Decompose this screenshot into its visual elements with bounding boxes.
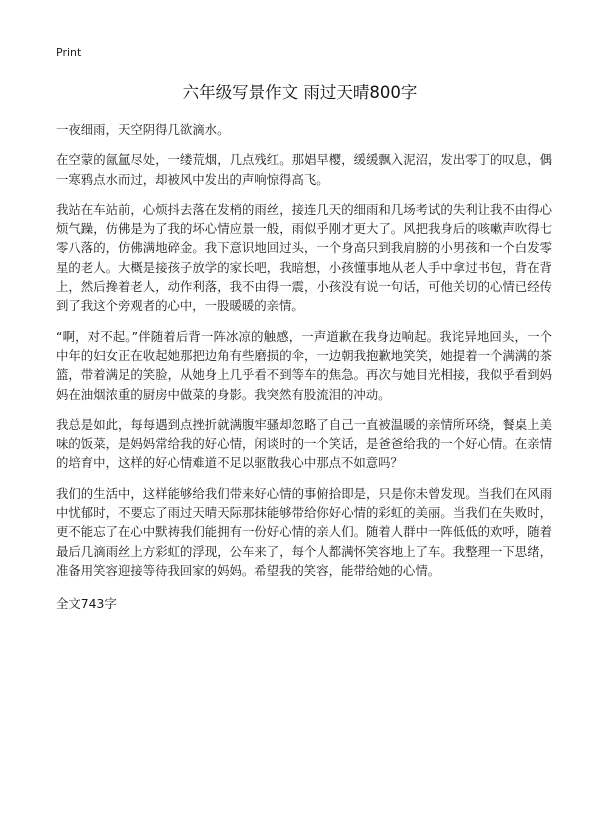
article-paragraph: 在空蒙的氤氲尽处，一缕荒烟，几点残红。那娼早樱，缓缓飘入泥沼，发出零丁的叹息，偶一寒鸦点水而过，却被风中发出的声响惊得高飞。 bbox=[56, 152, 552, 187]
article-paragraph: “啊，对不起。”伴随着后背一阵冰凉的触感，一声道歉在我身边响起。我诧异地回头，一个中年的妇女正在收起她那把边角有些磨损的伞，一边朝我抱歉地笑笑，她提着一个满满的茶篮，带着满足的笑脸，从她身上几乎看不到等车的焦急。再次与她目光相接，我似乎看到妈妈在油烟浓重的厨房中做菜的身影。我突然有股流泪的冲动。 bbox=[56, 328, 552, 402]
article-body bbox=[56, 120, 552, 614]
article-paragraph: 我们的生活中，这样能够给我们带来好心情的事俯拾即是，只是你未曾发现。当我们在风雨中忧郁时，不要忘了雨过天晴天际那抹能够带给你好心情的彩虹的美丽。当我们在失败时，更不能忘了在心中默祷我们能拥有一份好心情的亲人们。随着人群中一阵低低的欢呼，随着最后几滴雨丝上方彩虹的浮现，公车来了，每个人都满怀笑容地上了车。我整理一下思绪，准备用笑容迎接等待我回家的妈妈。希望我的笑容，能带给她的心情。 bbox=[56, 485, 552, 578]
word-count: 全文743字 bbox=[56, 596, 117, 612]
print-link[interactable]: Print bbox=[56, 46, 82, 59]
article-title: 六年级写景作文 雨过天晴800字 bbox=[182, 83, 418, 102]
article-paragraph: 一夜细雨，天空阴得几欲滴水。 bbox=[56, 122, 230, 137]
article-paragraph: 我总是如此，每每遇到点挫折就满腹牢骚却忽略了自己一直被温暖的亲情所环绕，餐桌上美味的饭菜，是妈妈常给我的好心情，闲谈时的一个笑话，是爸爸给我的一个好心情。在亲情的培育中，这样的好心情难道不足以驱散我心中那点不如意吗？ bbox=[56, 416, 552, 471]
article-paragraph: 我站在车站前，心烦抖去落在发梢的雨丝，接连几天的细雨和几场考试的失利让我不由得心烦气躁，仿佛是为了我的坏心情应景一般，雨似乎刚才更大了。风把我身后的咳嗽声吹得七零八落的，仿佛满地碎金。我下意识地回过头，一个身高只到我肩膀的小男孩和一个白发零星的老人。大概是接孩子放学的家长吧，我暗想，小孩懂事地从老人手中拿过书包，背在背上，然后搀着老人，动作利落，我不由得一震，小孩没有说一句话，可他关切的心情已经传到了我这个旁观者的心中，一股暖暖的亲情。 bbox=[56, 201, 552, 314]
